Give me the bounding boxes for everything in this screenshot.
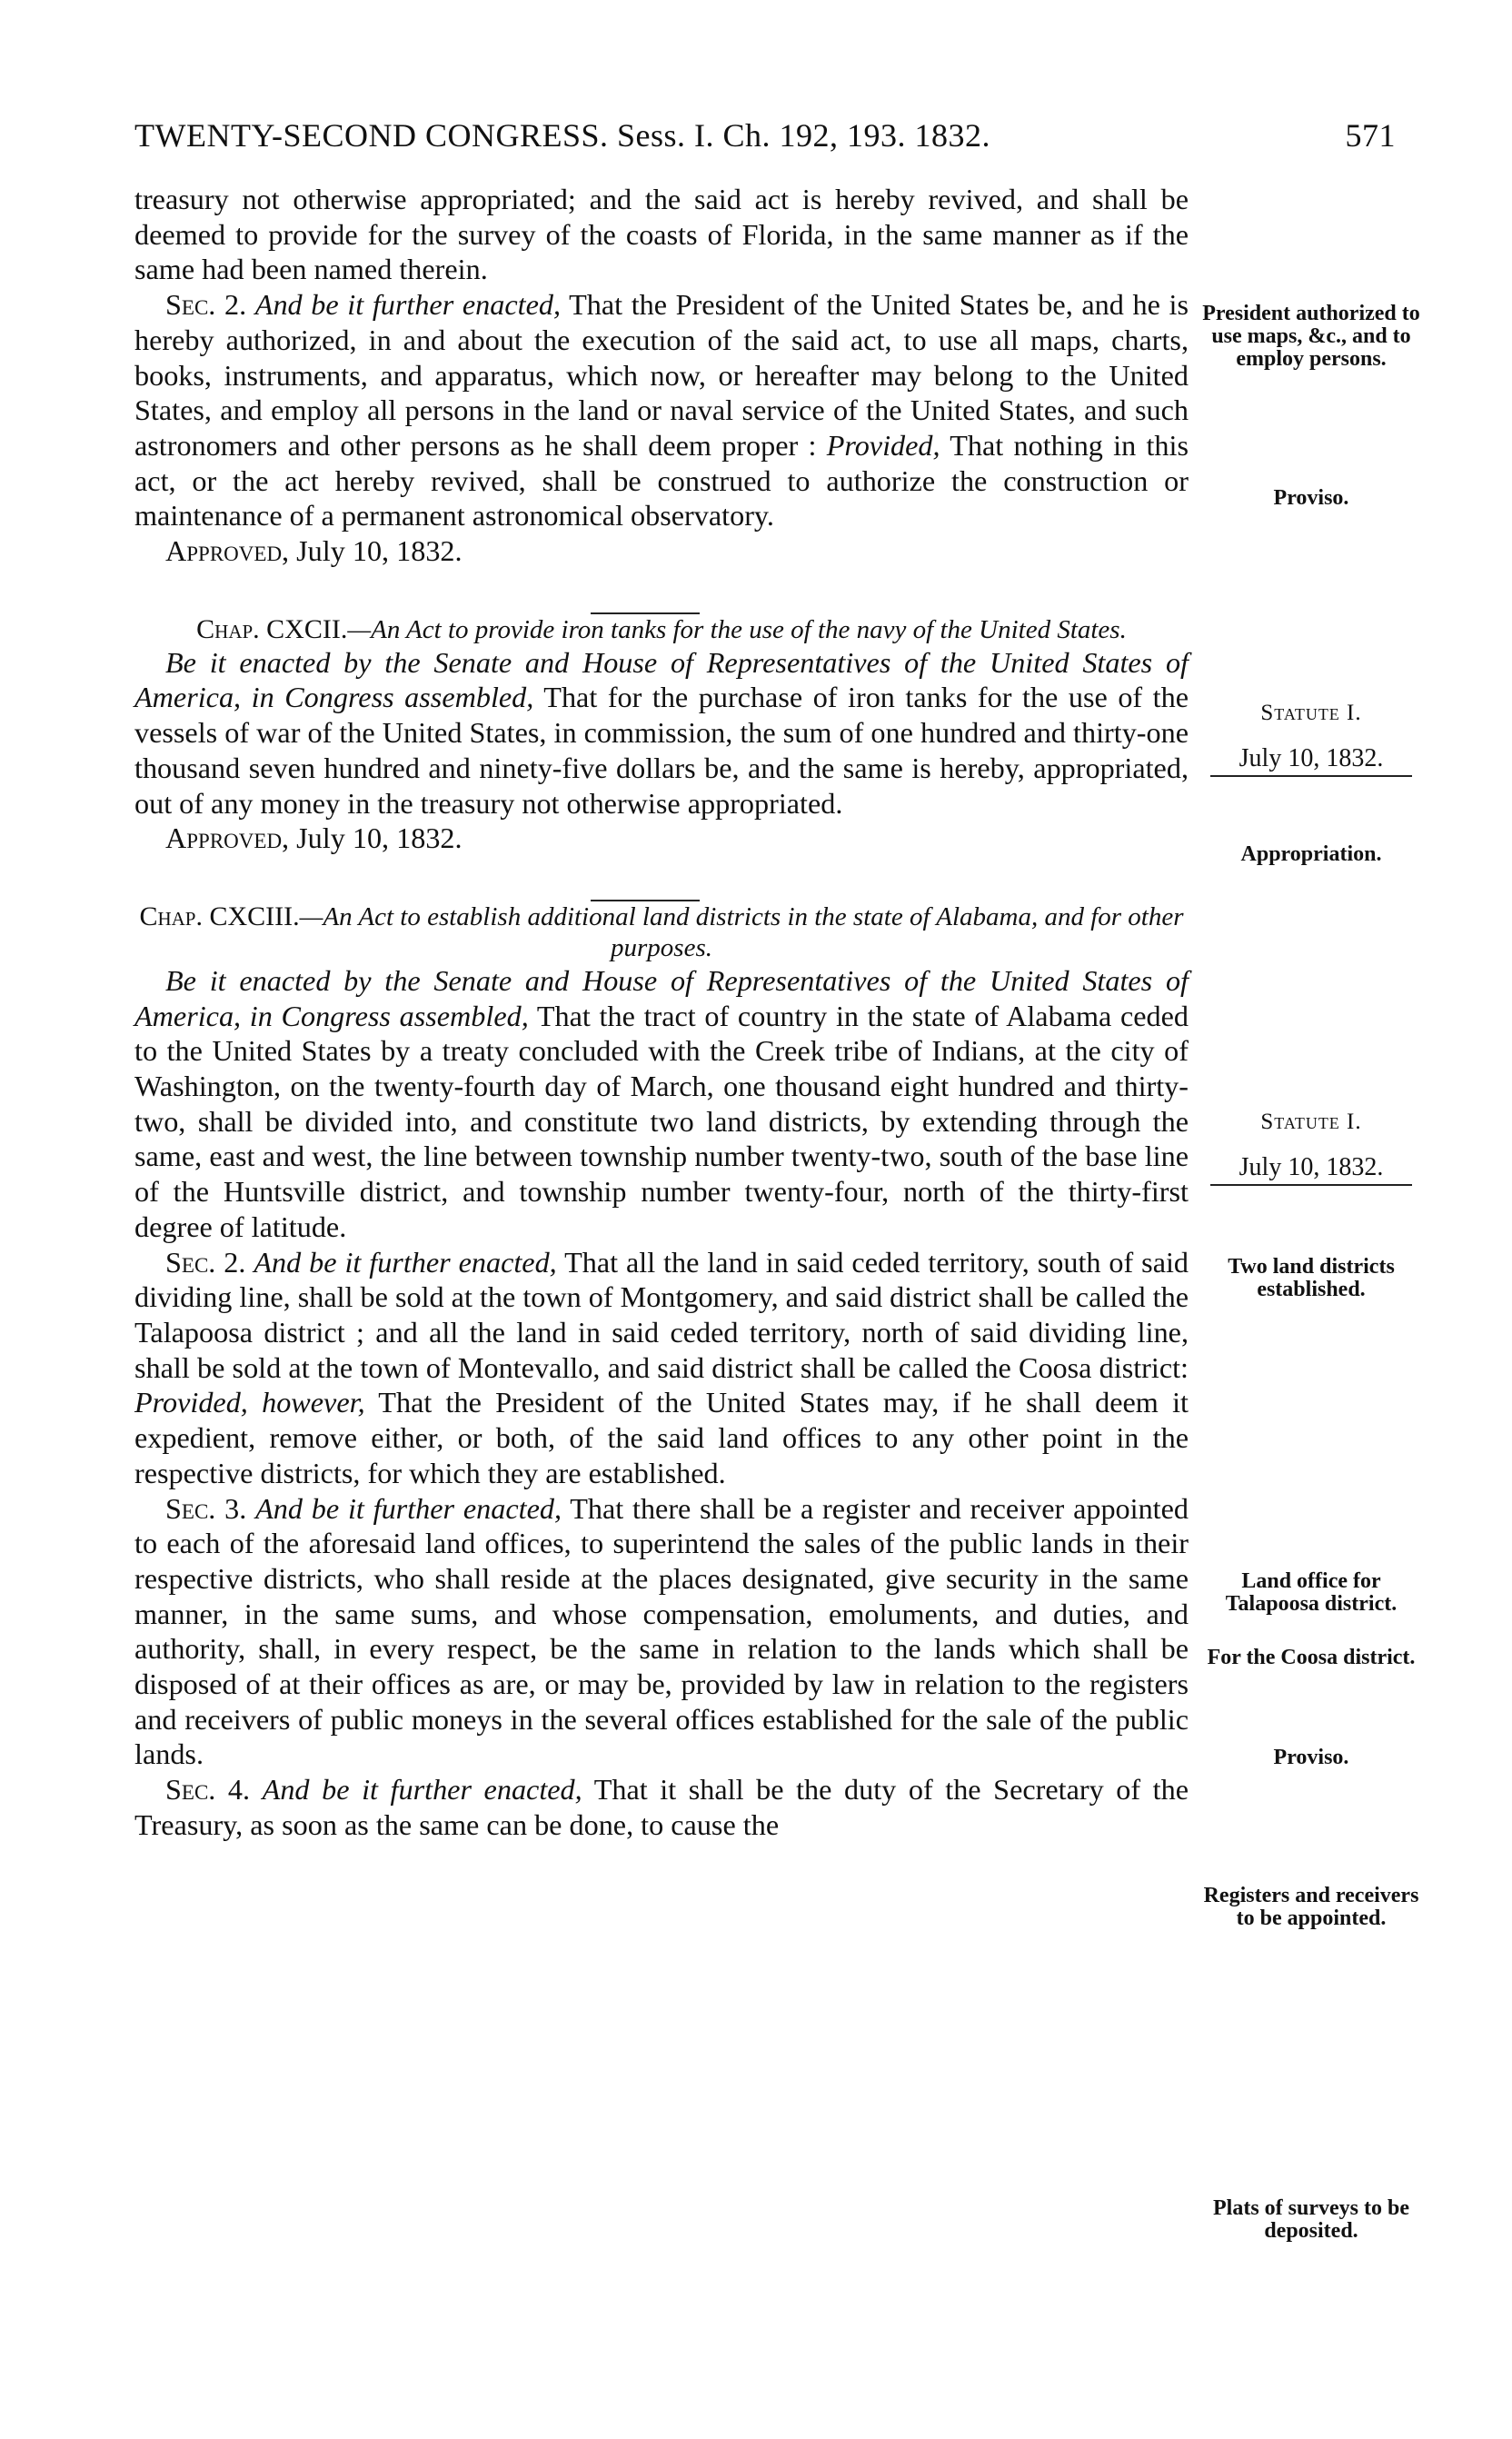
main-text: [134, 182, 1189, 1843]
chapter-193-section-2: Sec. 2. And be it further enacted, That all the land in said ceded territory, south of said dividing line, shall be sold at the town of Montgomery, and said district shall be called the Talapoosa district ; and all the land in said ceded territory, north of said dividing line, shall be sold at the town of Montevallo, and said district shall be called the Coosa district: Provided, however, That the President of the United States may, if he shall deem it expedient, remove either, or both, of the said land offices to any other point in the respective districts, for which they are established.: [134, 1245, 1189, 1489]
chapter-192-text: Be it enacted by the Senate and House of Representatives of the United States of America, in Congress assembled, That for the purchase of iron tanks for the use of the vessels of war of the United States, in commission, the sum of one hundred and thirty-one thousand seven hundred and ninety-five dollars be, and the same is hereby, appropriated, out of any money in the treasury not otherwise appropriated.: [134, 645, 1189, 820]
margin-note-land-districts: Two land districts established.: [1228, 1255, 1395, 1301]
approved-line: Approved, July 10, 1832.: [165, 534, 463, 568]
margin-note-plats: Plats of surveys to be deposited.: [1213, 2196, 1409, 2243]
enacting-formula: Be it enacted by the Senate and House of Representatives of the United States of America, in Congress assembled,: [134, 963, 1189, 1032]
statute-date: July 10, 1832.: [1210, 1156, 1412, 1186]
enacting-formula: Be it enacted by the Senate and House of Representatives of the United States of America, in Congress assembled,: [134, 645, 1189, 714]
enacting-clause: And be it further enacted,: [254, 288, 562, 322]
margin-note-proviso: Proviso.: [1273, 486, 1349, 510]
margin-note-coosa: For the Coosa district.: [1207, 1646, 1416, 1669]
chapter-193-section-1: Be it enacted by the Senate and House of Representatives of the United States of America, in Congress assembled, That the tract of country in the state of Alabama ceded to the United States by a treaty concluded with the Creek tribe of Indians, at the city of Washington, on the twenty-fourth day of March, one thousand eight hundred and thirty-two, shall be divided into, and constitute two land districts, by extending through the same, east and west, the line between township number twenty-two, south of the base line of the Huntsville district, and township number twenty-four, north of the thirty-first degree of latitude.: [134, 963, 1189, 1243]
statute-date: July 10, 1832.: [1210, 747, 1412, 777]
running-title: TWENTY-SECOND CONGRESS. Sess. I. Ch. 192, 193. 1832.: [134, 117, 991, 154]
chapter-193-section-3: Sec. 3. And be it further enacted, That there shall be a register and receiver appointed to each of the aforesaid land offices, to superintend the sales of the public lands in their respective districts, who shall reside at the places designated, give security in the same manner, in the same sums, and whose compensation, emoluments, and duties, and authority, shall, in every respect, be the same in relation to the lands which shall be disposed of at their offices as are, or may be, provided by law in relation to the registers and receivers of public moneys in the several offices established for the sale of the public lands.: [134, 1491, 1189, 1771]
chapter-heading-192: Chap. CXCII.—An Act to provide iron tanks for the use of the navy of the United States.: [196, 613, 1127, 644]
statute-label: Statute I.: [1260, 701, 1362, 725]
margin-note-proviso: Proviso.: [1273, 1746, 1349, 1769]
margin-note-president: President authorized to use maps, &c., and to employ persons.: [1202, 302, 1420, 371]
running-header: [134, 116, 1396, 160]
chapter-heading-193: Chap. CXCIII.—An Act to establish additional land districts in the state of Alabama, and for other purposes.: [139, 901, 1184, 962]
margin-note-registers: Registers and receivers to be appointed.: [1203, 1884, 1419, 1930]
statute-label: Statute I.: [1260, 1110, 1362, 1134]
paragraph-continuation: treasury not otherwise appropriated; and the said act is hereby revived, and shall be deemed to provide for the survey of the coasts of Florida, in the same manner as if the same had been named therein.: [134, 183, 1189, 286]
page-number: 571: [1345, 117, 1396, 154]
approved-line: Approved, July 10, 1832.: [165, 821, 463, 855]
section-2: Sec. 2. And be it further enacted, That the President of the United States be, and he is hereby authorized, in and about the execution of the said act, to use all maps, charts, books, instruments, and apparatus, which now, or hereafter may belong to the United States, and employ all persons in the land or naval service of the United States, and such astronomers and other persons as he shall deem proper : Provided, That nothing in this act, or the act hereby revived, shall be construed to authorize the construction or maintenance of a permanent astronomical observatory.: [134, 288, 1189, 533]
margin-note-land-office: Land office for Talapoosa district.: [1225, 1569, 1398, 1616]
margin-note-appropriation: Appropriation.: [1240, 842, 1382, 866]
chapter-193-section-4: Sec. 4. And be it further enacted, That it shall be the duty of the Secretary of the Treasury, as soon as the same can be done, to cause the: [134, 1773, 1189, 1841]
proviso-word: Provided,: [826, 428, 940, 462]
section-label: Sec. 2.: [165, 288, 247, 322]
